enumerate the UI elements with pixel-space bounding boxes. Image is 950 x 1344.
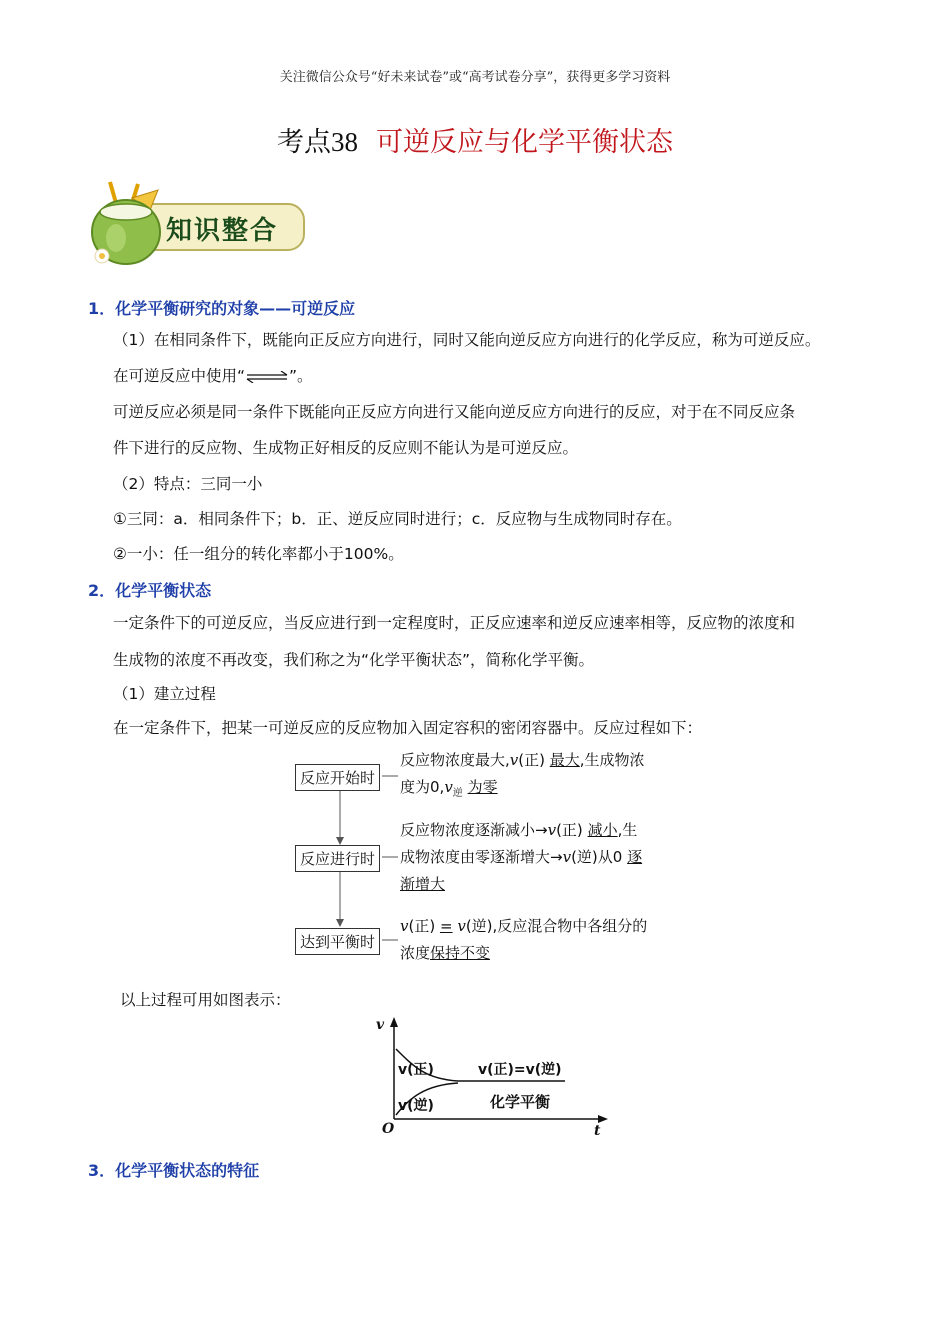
- stage-equilibrium-box: 达到平衡时: [295, 928, 380, 955]
- s2-para-5: 以上过程可用如图表示：: [120, 991, 291, 1009]
- s2-para-4: 在一定条件下，把某一可逆反应的反应物加入固定容积的密闭容器中。反应过程如下：: [113, 719, 703, 737]
- s1-para-3: 可逆反应必须是同一条件下既能向正反应方向进行又能向逆反应方向进行的反应，对于在不同反应条: [113, 403, 796, 421]
- title-main: 可逆反应与化学平衡状态: [376, 127, 673, 158]
- stage-start-text: 反应物浓度最大,v(正) 最大,生成物浓 度为$0,v_逆$ 为零: [400, 751, 645, 799]
- s1-para-7: ②一小：任一组分的转化率都小于100%。: [113, 545, 404, 563]
- s2-para-3: （1）建立过程: [113, 685, 216, 703]
- s1-para-5: （2）特点：三同一小: [113, 475, 263, 493]
- reversible-arrow-icon: [245, 371, 289, 383]
- s1-para-1: （1）在相同条件下，既能向正反应方向进行，同时又能向逆反应方向进行的化学反应，称为可逆反应。: [113, 331, 821, 349]
- stage-equilibrium-text: v(正) = v(逆),反应混合物中各组分的 浓度保持不变: [400, 917, 648, 962]
- page-title: [0, 120, 950, 159]
- y-axis-label: v: [376, 1017, 385, 1033]
- header-note: 关注微信公众号“好未来试卷”或“高考试卷分享”，获得更多学习资料: [279, 70, 671, 85]
- section-3-heading: 3．化学平衡状态的特征: [88, 1161, 260, 1180]
- origin-label: O: [382, 1121, 395, 1137]
- section-2-heading: 2．化学平衡状态: [88, 581, 212, 600]
- s2-para-2: 生成物的浓度不再改变，我们称之为“化学平衡状态”，简称化学平衡。: [113, 651, 595, 669]
- title-prefix: 考点38: [277, 127, 358, 157]
- section-1-heading: 1．化学平衡研究的对象——可逆反应: [88, 299, 356, 318]
- process-flow-diagram: [290, 745, 690, 970]
- stage-progress-text: 反应物浓度逐渐减小→v(正) 减小,生 成物浓度由零逐渐增大→v(逆)从0 逐 渐增大: [400, 821, 643, 893]
- s1-para-2a: 在可逆反应中使用“: [113, 367, 246, 385]
- x-axis-arrow: [598, 1115, 608, 1123]
- s1-para-2b: ”。: [289, 367, 313, 385]
- s1-para-4: 件下进行的反应物、生成物正好相反的反应则不能认为是可逆反应。: [113, 439, 579, 457]
- y-axis-arrow: [390, 1017, 398, 1027]
- graph-canvas: [370, 1015, 615, 1145]
- forward-rate-label: v(正): [398, 1062, 434, 1078]
- reverse-rate-label: v(逆): [398, 1098, 434, 1114]
- equal-rate-label: v(正)=v(逆): [478, 1062, 562, 1078]
- stage-progress-box: 反应进行时: [295, 845, 380, 872]
- s1-para-6: ①三同：a．相同条件下；b．正、逆反应同时进行；c．反应物与生成物同时存在。: [113, 510, 682, 528]
- knowledge-badge: [88, 180, 313, 270]
- rate-time-graph: [370, 1015, 615, 1145]
- s1-para-2: [113, 366, 313, 386]
- badge-text: 知识整合: [166, 216, 279, 246]
- equilibrium-label: 化学平衡: [490, 1093, 551, 1111]
- x-axis-label: t: [594, 1123, 601, 1139]
- s2-para-1: 一定条件下的可逆反应，当反应进行到一定程度时，正反应速率和逆反应速率相等，反应物的浓度和: [113, 614, 796, 632]
- stage-start-box: 反应开始时: [295, 764, 380, 791]
